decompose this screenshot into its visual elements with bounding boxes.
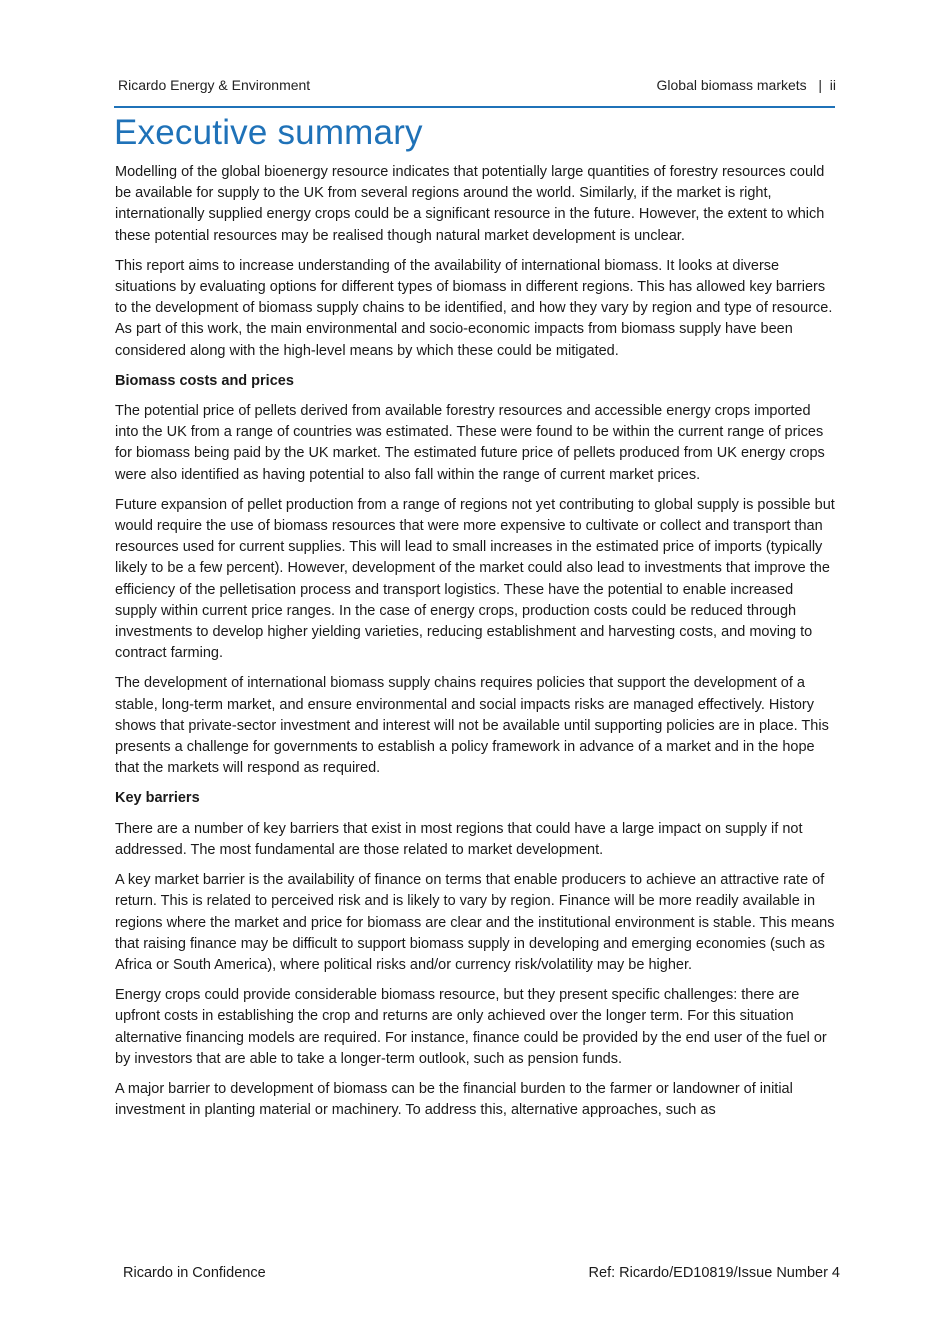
intro-paragraph: This report aims to increase understanding of the availability of international biomass. It looks at diverse situations by evaluating options for different types of biomass in different regions. This has allowed key barriers to the development of biomass supply chains to be identified, and how they vary by region and type of resource. As part of this work, the main environmental and socio-economic impacts from biomass supply have been considered along with the high-level means by which these could be mitigated. [115,257,833,359]
header-rule [114,106,835,108]
header-separator: | [818,77,822,93]
barriers-paragraph: There are a number of key barriers that exist in most regions that could have a large impact on supply if not addressed. The most fundamental are those related to market development. [115,820,803,858]
barriers-paragraph: A key market barrier is the availability of finance on terms that enable producers to achieve an attractive rate of return. This is related to perceived risk and is likely to vary by region. Finance will be more readily available in regions where the market and price for biomass are clear and the institutional environment is stable. This means that raising finance may be difficult to support biomass supply in developing and emerging economies (such as Africa or South America), where political risks and/or currency risk/volatility may be higher. [115,872,835,973]
page-footer [123,1265,840,1285]
costs-paragraph: The development of international biomass supply chains requires policies that support the development of a stable, long-term market, and ensure environmental and social impacts risks are managed effectively. History shows that private-sector investment and interest will not be available until supporting policies are in place. This presents a challenge for governments to establish a policy framework in advance of a market and in the hope that the markets will respond as required. [115,675,829,777]
barriers-paragraph: A major barrier to development of biomass can be the financial burden to the farmer or landowner of initial investment in planting material or machinery. To address this, alternative approaches, such as [115,1080,793,1119]
intro-paragraph: Modelling of the global bioenergy resource indicates that potentially large quantities of forestry resources could be available for supply to the UK from several regions around the world. Similarly, if the market is right, internationally supplied energy crops could be a significant resource in the future. However, the extent to which these potential resources may be realised though natural market development is unclear. [115,164,825,244]
header-organisation: Ricardo Energy & Environment [118,77,311,93]
costs-paragraph: The potential price of pellets derived from available forestry resources and accessible energy crops imported into the UK from a range of countries was estimated. These were found to be within the current range of prices for biomass being paid by the UK market. The estimated future price of pellets produced from UK energy crops were also identified as having potential to also fall within the range of current market prices. [115,403,825,483]
header-document-info [657,77,837,93]
header-page-number: ii [829,77,836,93]
page-header [118,77,836,97]
section-heading-barriers: Key barriers [115,790,200,807]
footer-confidentiality: Ricardo in Confidence [123,1265,266,1281]
page-title: Executive summary [114,113,423,152]
header-document-title: Global biomass markets [656,77,807,93]
section-heading-costs: Biomass costs and prices [115,372,294,389]
costs-paragraph: Future expansion of pellet production from a range of regions not yet contributing to global supply is possible but would require the use of biomass resources that were more expensive to cultivate or collect and transport than resources used for current supplies. This will lead to small increases in the estimated price of imports (typically likely to be a few percent). However, development of the market could also lead to investments that improve the efficiency of the pelletisation process and transport logistics. These have the potential to enable increased supply within current price ranges. In the case of energy crops, production costs could be reduced through investments to develop higher yielding varieties, reducing establishment and harvesting costs, and moving to contract farming. [115,496,835,662]
body-content [115,162,837,1130]
barriers-paragraph: Energy crops could provide considerable biomass resource, but they present specific challenges: there are upfront costs in establishing the crop and returns are only achieved over the longer term. For this situation alternative financing models are required. For instance, finance could be provided by the end user of the fuel or by investors that are able to take a longer-term outlook, such as pension funds. [115,987,827,1067]
footer-reference: Ref: Ricardo/ED10819/Issue Number 4 [588,1265,840,1281]
